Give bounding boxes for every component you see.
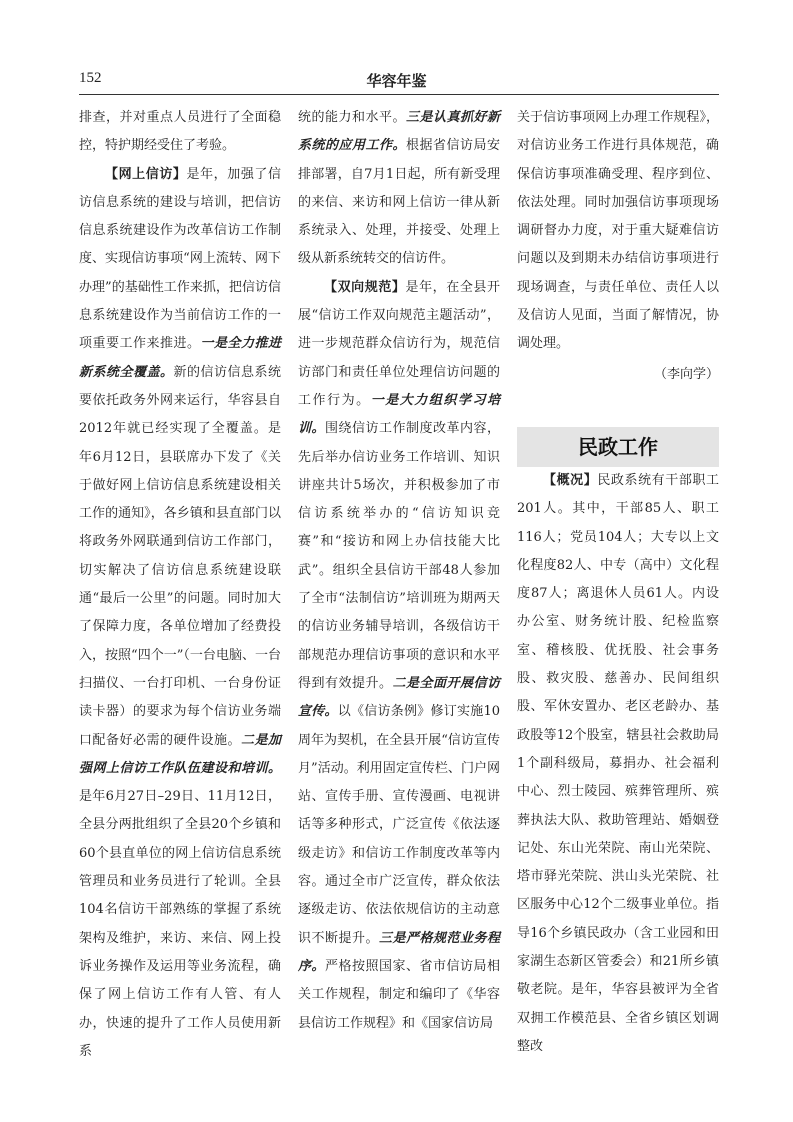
body-text: 民政系统有干部职工201人。其中，干部85人、职工116人；党员104人；大专以上文化程度82人、中专（高中）文化程度87人；离退休人员61人。内设办公室、财务统计股、纪检监察室、稽核股、优抚股、社会事务股、救灾股、慈善办、民间组织股、军休安置办、老区老龄办、基政股等12个股室，辖县社会救助局1个副科级局，募捐办、社会福利中心、烈士陵园、殡葬管理所、殡葬执法大队、救助管理站、婚姻登记处、东山光荣院、南山光荣院、塔市驿光荣院、洪山头光荣院、社区服务中心12个二级事业单位。指导16个乡镇民政办（含工业园和田家湖生态新区管委会）和21所乡镇敬老院。是年，华容县被评为全省双拥工作模范县、全省乡镇区划调整改 — [517, 472, 719, 1054]
section-heading: 【双向规范】 — [324, 279, 406, 295]
paragraph: 关于信访事项网上办理工作规程》，对信访业务工作进行具体规范，确保信访事项准确受理、程序到位、依法处理。同时加强信访事项现场调研督办力度，对于重大疑难信访问题以及到期未办结信访事项进行现场调查，与责任单位、责任人以及信访人见面，当面了解情况，协调处理。 — [517, 110, 719, 352]
paragraph-two-way-norms — [298, 274, 500, 1038]
paragraph: 排查，并对重点人员进行了全面稳控，特护期经受住了考验。 — [79, 110, 281, 154]
emphasis-text: 一是大力组织学习培训。 — [298, 392, 500, 437]
emphasis-text: 三是认真抓好新系统的应用工作。 — [298, 110, 500, 154]
body-text: 以《信访条例》修订实施10周年为契机，在全县开展“信访宣传月”活动。利用固定宣传栏、门户网站、宣传手册、宣传漫画、电视讲话等多种形式，广泛宣传《依法逐级走访》和信访工作制度改革等内容。通过全市广泛宣传，群众依法逐级走访、依法依规信访的主动意识不断提升。 — [298, 704, 500, 946]
section-heading: 【网上信访】 — [105, 166, 187, 182]
body-text: 是年，在全县开展“信访工作双向规范主题活动”，进一步规范群众信访行为，规范信访部门和责任单位处理信访问题的工作行为。 — [298, 279, 500, 408]
body-text: 是年6月27日–29日、11月12日，全县分两批组织了全县20个乡镇和60个县直单位的网上信访信息系统管理员和业务员进行了轮训。全县104名信访干部熟练的掌握了系统架构及维护，来访、来信、网上投诉业务操作及运用等业务流程，确保了网上信访工作有人管、有人办，快速的提升了工作人员使用新系 — [79, 789, 281, 1059]
column-3 — [517, 104, 719, 1061]
paragraph-online-petition — [79, 161, 281, 1067]
body-text: 根据省信访局安排部署，自7月1日起，所有新受理的来信、来访和网上信访一律从新系统录入、处理，并接受、处理上级从新系统转交的信访件。 — [298, 138, 500, 267]
emphasis-text: 三是严格规范业务程序。 — [298, 930, 500, 974]
author-credit: （李向学） — [653, 366, 719, 382]
paragraph — [298, 104, 500, 274]
emphasis-text: 二是加强网上信访工作队伍建设和培训。 — [79, 732, 281, 776]
paragraph-overview — [517, 467, 719, 1061]
header-rule — [79, 94, 719, 95]
body-text: 统的能力和水平。 — [298, 110, 406, 125]
emphasis-text: 一是全力推进新系统全覆盖。 — [79, 336, 281, 380]
running-title: 华容年鉴 — [366, 72, 427, 90]
emphasis-text: 二是全面开展信访宣传。 — [298, 675, 500, 720]
section-banner: 民政工作 — [517, 427, 719, 467]
body-text: 围绕信访工作制度改革内容，先后举办信访业务工作培训、知识讲座共计5场次，并积极参加了市信访系统举办的“信访知识竞赛”和“接访和网上办信技能大比武”。组织全县信访干部48人参加了全市“法制信访”培训班为期两天的信访业务辅导培训，各级信访干部规范办理信访事项的意识和水平得到有效提升。 — [298, 421, 500, 691]
body-text: 严格按照国家、省市信访局相关工作规程，制定和编印了《华容县信访工作规程》和《国家信访局 — [298, 958, 500, 1031]
section-heading: 【概况】 — [543, 472, 598, 488]
body-text: 新的信访信息系统要依托政务外网来运行，华容县自2012年就已经实现了全覆盖。是年6月12日，县联席办下发了《关于做好网上信访信息系统建设相关工作的通知》，各乡镇和县直部门以将政务外网联通到信访工作部门，切实解决了信访信息系统建设联通“最后一公里”的问题。同时加大了保障力度，各单位增加了经费投入，按照“四个一”（一台电脑、一台扫描仪、一台打印机、一台身份证读卡器）的要求为每个信访业务端口配备好必需的硬件设施。 — [79, 364, 281, 748]
page-number: 152 — [79, 70, 102, 86]
column-2 — [298, 104, 500, 1038]
column-1 — [79, 104, 281, 1066]
body-text: 是年，加强了信访信息系统的建设与培训，把信访信息系统建设作为改革信访工作制度、实现信访事项“网上流转、网下办理”的基础性工作来抓，把信访信息系统建设作为当前信访工作的一项重要工作来推进。 — [79, 166, 281, 352]
